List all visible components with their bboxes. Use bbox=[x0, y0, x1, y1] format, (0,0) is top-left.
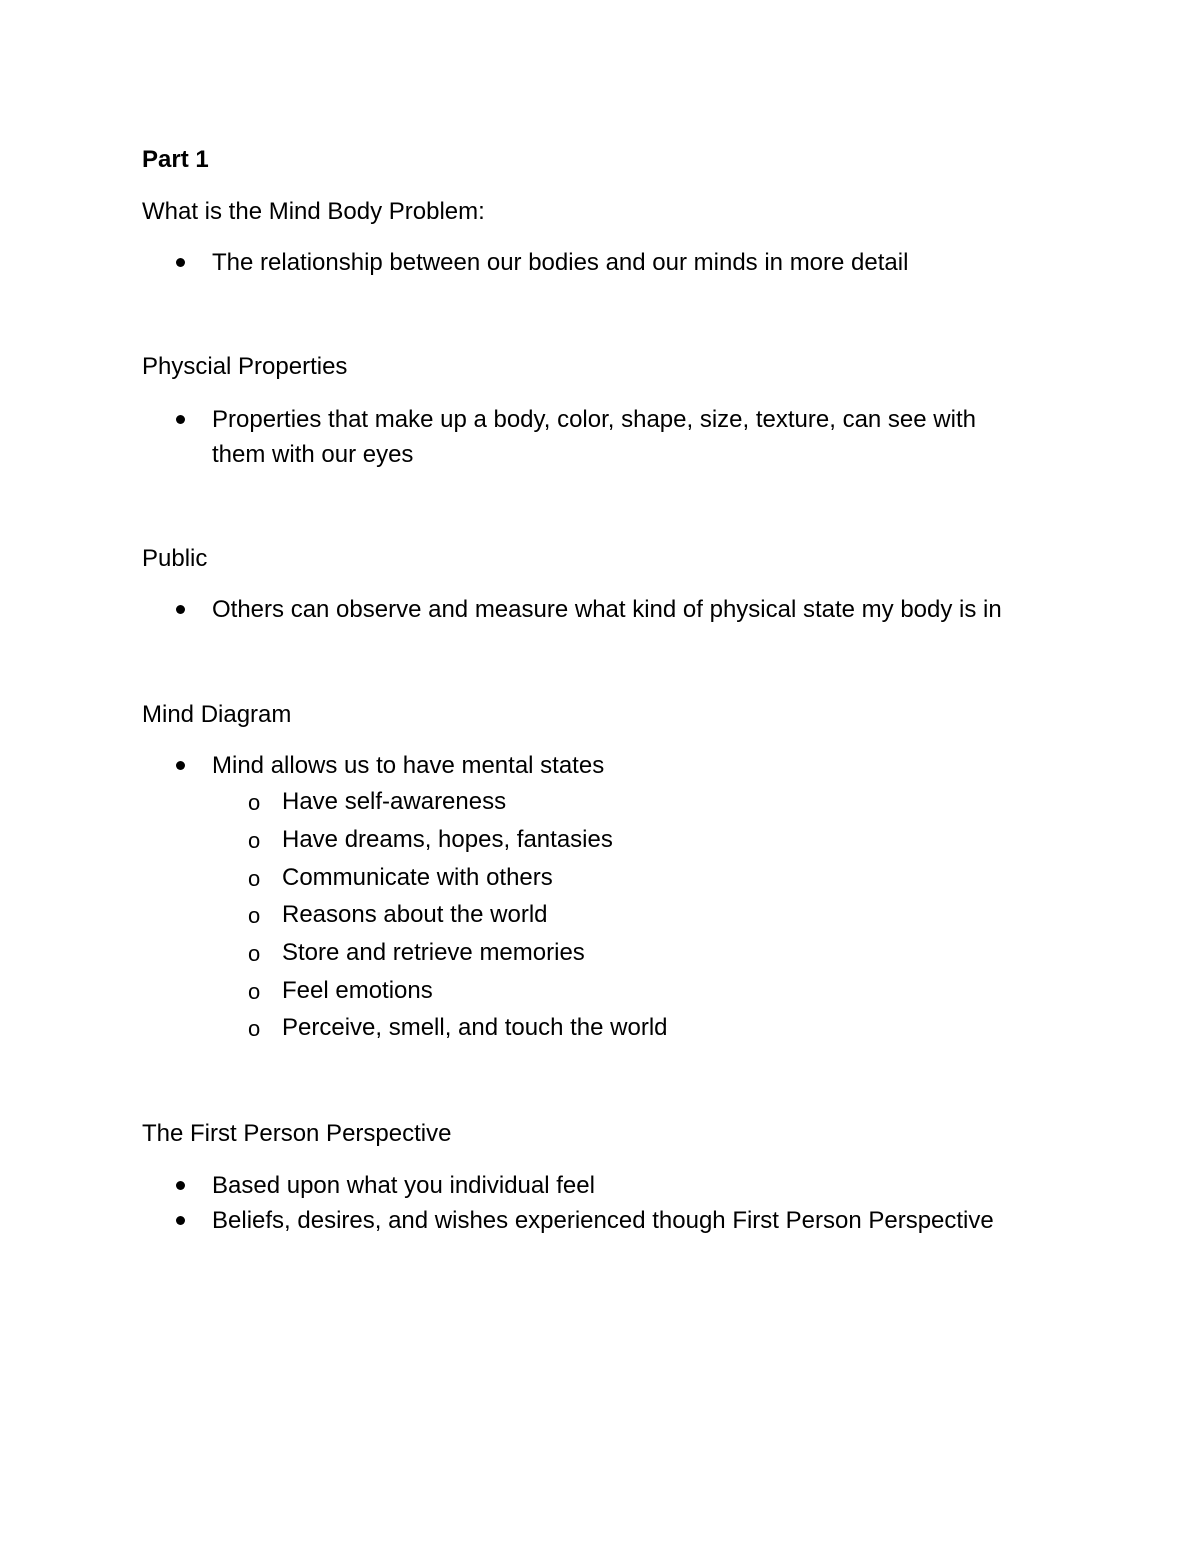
sub-list-item: Communicate with others bbox=[282, 864, 553, 891]
sub-list-item: Feel emotions bbox=[282, 977, 433, 1004]
sub-bullet-marker: o bbox=[248, 790, 261, 815]
sub-list-item: Have dreams, hopes, fantasies bbox=[282, 826, 613, 853]
section-heading-first-person-perspective: The First Person Perspective bbox=[142, 1120, 452, 1147]
sub-bullet-marker: o bbox=[248, 828, 261, 853]
bullet-icon bbox=[176, 258, 185, 267]
sub-list-item: Perceive, smell, and touch the world bbox=[282, 1014, 668, 1041]
bullet-icon bbox=[176, 1216, 185, 1225]
document-title: Part 1 bbox=[142, 146, 209, 173]
list-item: Beliefs, desires, and wishes experienced though First Person Perspective bbox=[212, 1207, 994, 1234]
section-heading-public: Public bbox=[142, 545, 208, 572]
list-item-line-1: Properties that make up a body, color, shape, size, texture, can see with bbox=[212, 406, 976, 433]
sub-list-item: Store and retrieve memories bbox=[282, 939, 585, 966]
section-heading-mind-diagram: Mind Diagram bbox=[142, 701, 292, 728]
sub-bullet-marker: o bbox=[248, 903, 261, 928]
list-item: Based upon what you individual feel bbox=[212, 1172, 595, 1199]
bullet-icon bbox=[176, 605, 185, 614]
sub-list-item: Reasons about the world bbox=[282, 901, 548, 928]
list-item: Mind allows us to have mental states bbox=[212, 752, 605, 779]
list-item-line-2: them with our eyes bbox=[212, 441, 414, 468]
section-heading-physical-properties: Physcial Properties bbox=[142, 353, 348, 380]
list-item: Others can observe and measure what kind of physical state my body is in bbox=[212, 596, 1002, 623]
bullet-icon bbox=[176, 1181, 185, 1190]
sub-list-item: Have self-awareness bbox=[282, 788, 507, 815]
list-item: The relationship between our bodies and our minds in more detail bbox=[212, 249, 909, 276]
sub-bullet-marker: o bbox=[248, 1016, 261, 1041]
sub-bullet-marker: o bbox=[248, 866, 261, 891]
bullet-icon bbox=[176, 415, 185, 424]
section-heading-mind-body-problem: What is the Mind Body Problem: bbox=[142, 198, 485, 225]
bullet-icon bbox=[176, 761, 185, 770]
sub-bullet-marker: o bbox=[248, 979, 261, 1004]
sub-bullet-marker: o bbox=[248, 941, 261, 966]
